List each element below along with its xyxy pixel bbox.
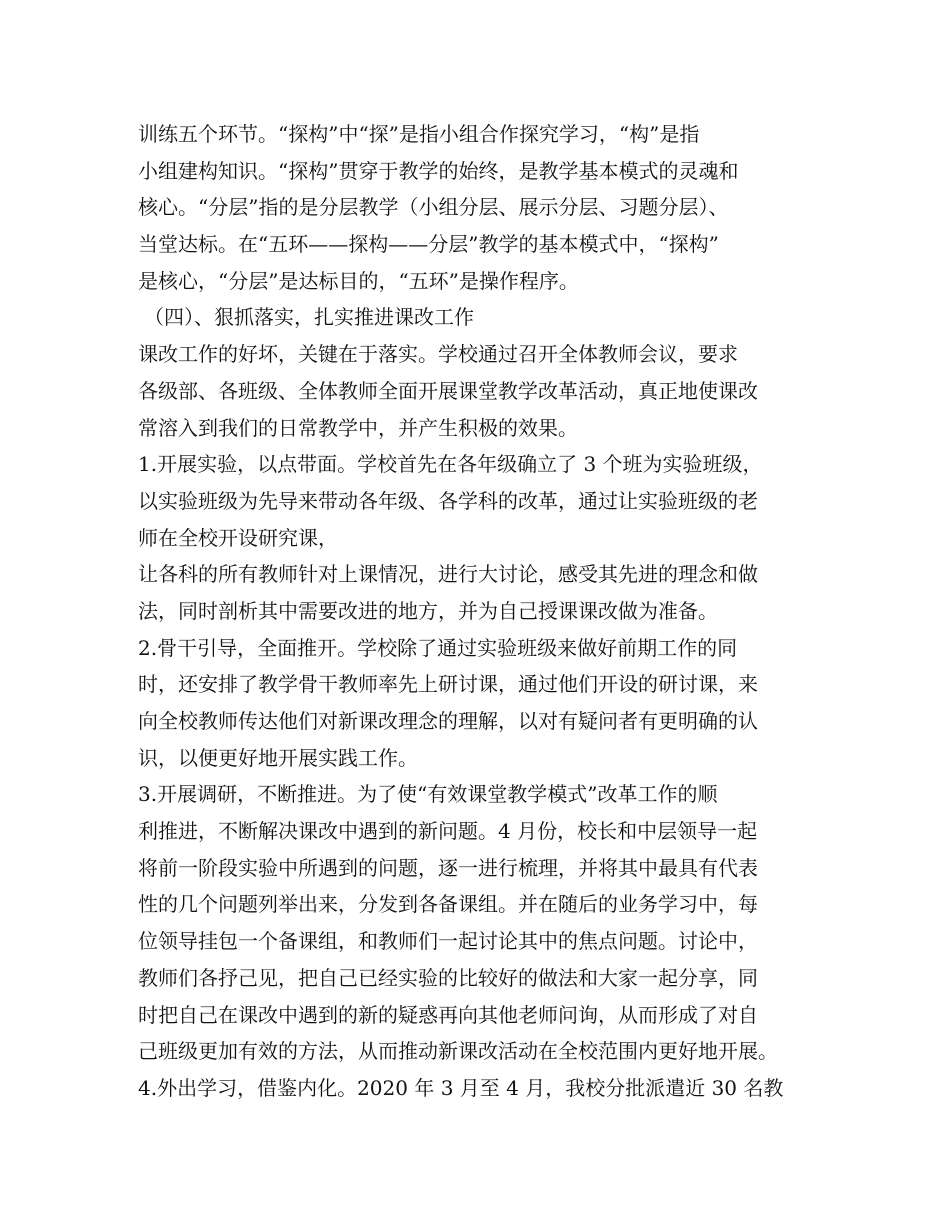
text-line: 性的几个问题列举出来，分发到各备课组。并在随后的业务学习中，每 bbox=[138, 892, 758, 917]
text-line: 课改工作的好坏，关键在于落实。学校通过召开全体教师会议，要求 bbox=[138, 342, 738, 367]
text-line: 利推进，不断解决课改中遇到的新问题。4 月份，校长和中层领导一起 bbox=[138, 819, 758, 844]
text-line: 法，同时剖析其中需要改进的地方，并为自己授课课改做为准备。 bbox=[138, 598, 718, 623]
text-line: 让各科的所有教师针对上课情况，进行大讨论，感受其先进的理念和做 bbox=[138, 562, 758, 587]
text-line: 核心。“分层”指的是分层教学（小组分层、展示分层、习题分层）、 bbox=[138, 195, 729, 220]
text-line: 将前一阶段实验中所遇到的问题，逐一进行梳理，并将其中最具有代表 bbox=[138, 855, 758, 880]
section-heading: （四）、狠抓落实，扎实推进课改工作 bbox=[144, 305, 474, 330]
text-line: 训练五个环节。“探构”中“探”是指小组合作探究学习，“构”是指 bbox=[138, 122, 700, 146]
text-line: 教师们各抒己见，把自己已经实验的比较好的做法和大家一起分享，同 bbox=[138, 965, 758, 990]
text-line: 以实验班级为先导来带动各年级、各学科的改革，通过让实验班级的老 bbox=[138, 488, 758, 513]
text-line: 2.骨干引导，全面推开。学校除了通过实验班级来做好前期工作的同 bbox=[138, 635, 738, 660]
text-line: 时，还安排了教学骨干教师率先上研讨课，通过他们开设的研讨课，来 bbox=[138, 672, 758, 697]
text-line: 常溶入到我们的日常教学中，并产生积极的效果。 bbox=[138, 415, 578, 440]
text-line: 3.开展调研，不断推进。为了使“有效课堂教学模式”改革工作的顺 bbox=[138, 782, 718, 807]
text-line: 4.外出学习，借鉴内化。2020 年 3 月至 4 月，我校分批派遣近 30 名教 bbox=[138, 1075, 784, 1100]
text-line: 1.开展实验，以点带面。学校首先在各年级确立了 3 个班为实验班级， bbox=[138, 452, 763, 477]
text-line: 当堂达标。在“五环——探构——分层”教学的基本模式中，“探构” bbox=[138, 232, 719, 257]
text-line: 向全校教师传达他们对新课改理念的理解，以对有疑问者有更明确的认 bbox=[138, 709, 758, 733]
text-line: 小组建构知识。“探构”贯穿于教学的始终，是教学基本模式的灵魂和 bbox=[138, 158, 739, 183]
text-line: 是核心，“分层”是达标目的，“五环”是操作程序。 bbox=[138, 268, 579, 293]
text-line: 师在全校开设研究课， bbox=[138, 525, 338, 550]
text-line: 各级部、各班级、全体教师全面开展课堂教学改革活动，真正地使课改 bbox=[138, 378, 758, 403]
document-body bbox=[138, 116, 838, 1107]
text-line: 己班级更加有效的方法，从而推动新课改活动在全校范围内更好地开展。 bbox=[138, 1039, 778, 1064]
text-line: 识，以便更好地开展实践工作。 bbox=[138, 745, 418, 770]
text-line: 位领导挂包一个备课组，和教师们一起讨论其中的焦点问题。讨论中， bbox=[138, 929, 758, 954]
text-line: 时把自己在课改中遇到的新的疑惑再向其他老师问询，从而形成了对自 bbox=[138, 1002, 758, 1027]
